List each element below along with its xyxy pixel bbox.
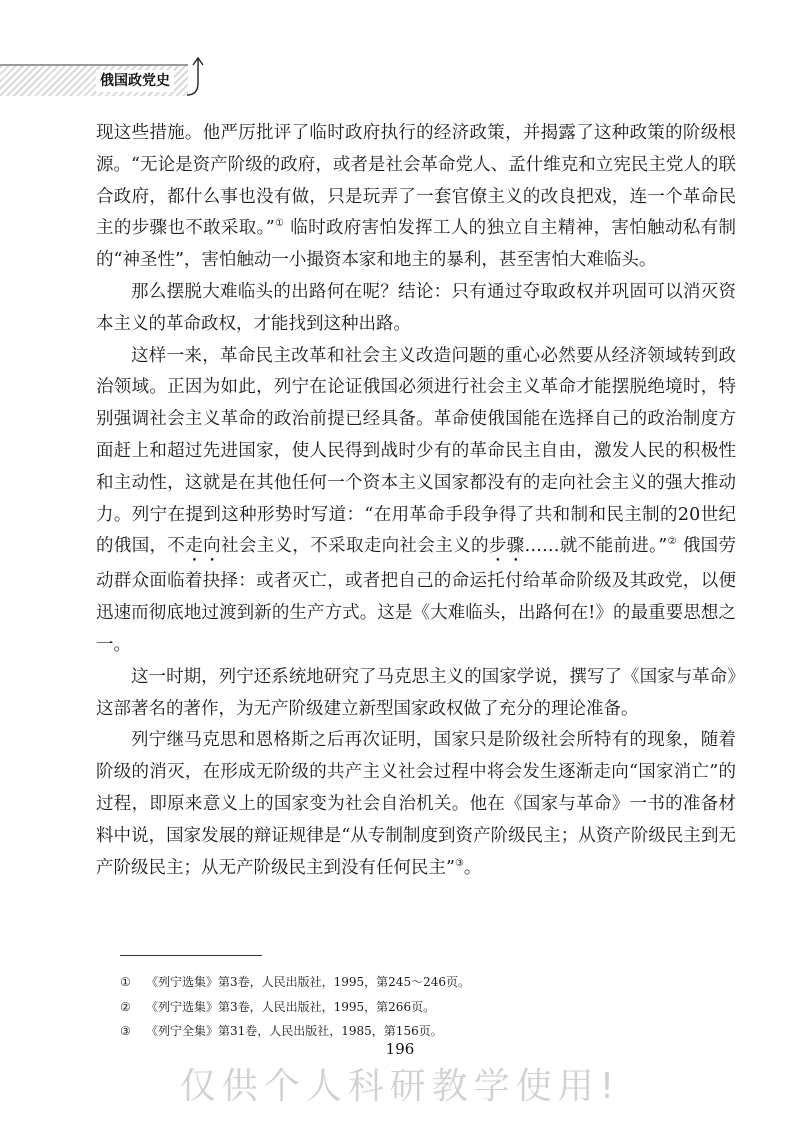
running-header-title: 俄国政党史 bbox=[96, 70, 174, 92]
page-number: 196 bbox=[385, 1040, 415, 1058]
footnote: ① 《列宁选集》第3卷，人民出版社，1995，第245～246页。 bbox=[120, 975, 470, 989]
watermark: 仅供个人科研教学使用! bbox=[179, 1066, 621, 1107]
paragraph-2: 那么摆脱大难临头的出路何在呢？结论：只有通过夺取政权并巩固可以消灭资本主义的革命政权，才能找到这种出路。 bbox=[96, 281, 736, 334]
footnote-divider bbox=[120, 955, 262, 956]
paragraph-4: 这一时期，列宁还系统地研究了马克思主义的国家学说，撰写了《国家与革命》这部著名的著作，为无产阶级建立新型国家政权做了充分的理论准备。 bbox=[96, 666, 736, 719]
arrow-up-icon bbox=[186, 55, 208, 97]
paragraph-3: 这样一来，革命民主改革和社会主义改造问题的重心必然要从经济领域转到政治领域。正因为如此，列宁在论证俄国必须进行社会主义革命才能摆脱绝境时，特别强调社会主义革命的政治前提已经具备。革命使俄国能在选择自己的政治制度方面赶上和超过先进国家，使人民得到战时少有的革命民主自由，激发人民的积极性和主动性，这就是在其他任何一个资本主义国家都没有的走向社会主义的强大推动力。列宁在提到这种形势时写道：“在用革命手段争得了共和制和民主制的20世纪的俄国，不走向社会主义，不采取走向社会主义的步骤……就不能前进。”② 俄国劳动群众面临着抉择：或者灭亡，或者把自己的命运托付给革命阶级及其政党，以便迅速而彻底地过渡到新的生产方式。这是《大难临头，出路何在!》的最重要思想之一。 bbox=[96, 345, 737, 655]
emphasis-mark: 步骤 bbox=[488, 536, 525, 557]
footnote: ② 《列宁选集》第3卷，人民出版社，1995，第266页。 bbox=[120, 999, 436, 1014]
emphasis-mark: 走向 bbox=[185, 536, 221, 557]
footnote: ③ 《列宁全集》第31卷，人民出版社，1985，第156页。 bbox=[120, 1024, 443, 1038]
footnote-ref-3: ③ bbox=[454, 857, 464, 869]
footnotes bbox=[120, 970, 720, 1044]
footnote-ref-2: ② bbox=[667, 536, 677, 548]
footnote-ref-1: ① bbox=[274, 218, 285, 230]
paragraph-1: 现这些措施。他严厉批评了临时政府执行的经济政策，并揭露了这种政策的阶级根源。“无论是资产阶级的政府，或者是社会革命党人、孟什维克和立宪民主党人的联合政府，都什么事也没有做，只是玩弄了一套官僚主义的改良把戏，连一个革命民主的步骤也不敢采取。”① 临时政府害怕发挥工人的独立自主精神，害怕触动私有制的“神圣性”，害怕触动一小撮资本家和地主的暴利，甚至害怕大难临头。 bbox=[96, 123, 736, 271]
paragraph-5: 列宁继马克思和恩格斯之后再次证明，国家只是阶级社会所特有的现象，随着阶级的消灭，在形成无阶级的共产主义社会过程中将会发生逐渐走向“国家消亡”的过程，即原来意义上的国家变为社会自治机关。他在《国家与革命》一书的准备材料中说，国家发展的辩证规律是“从专制制度到资产阶级民主；从资产阶级民主到无产阶级民主；从无产阶级民主到没有任何民主”③。 bbox=[96, 730, 736, 878]
body-text bbox=[96, 118, 736, 884]
